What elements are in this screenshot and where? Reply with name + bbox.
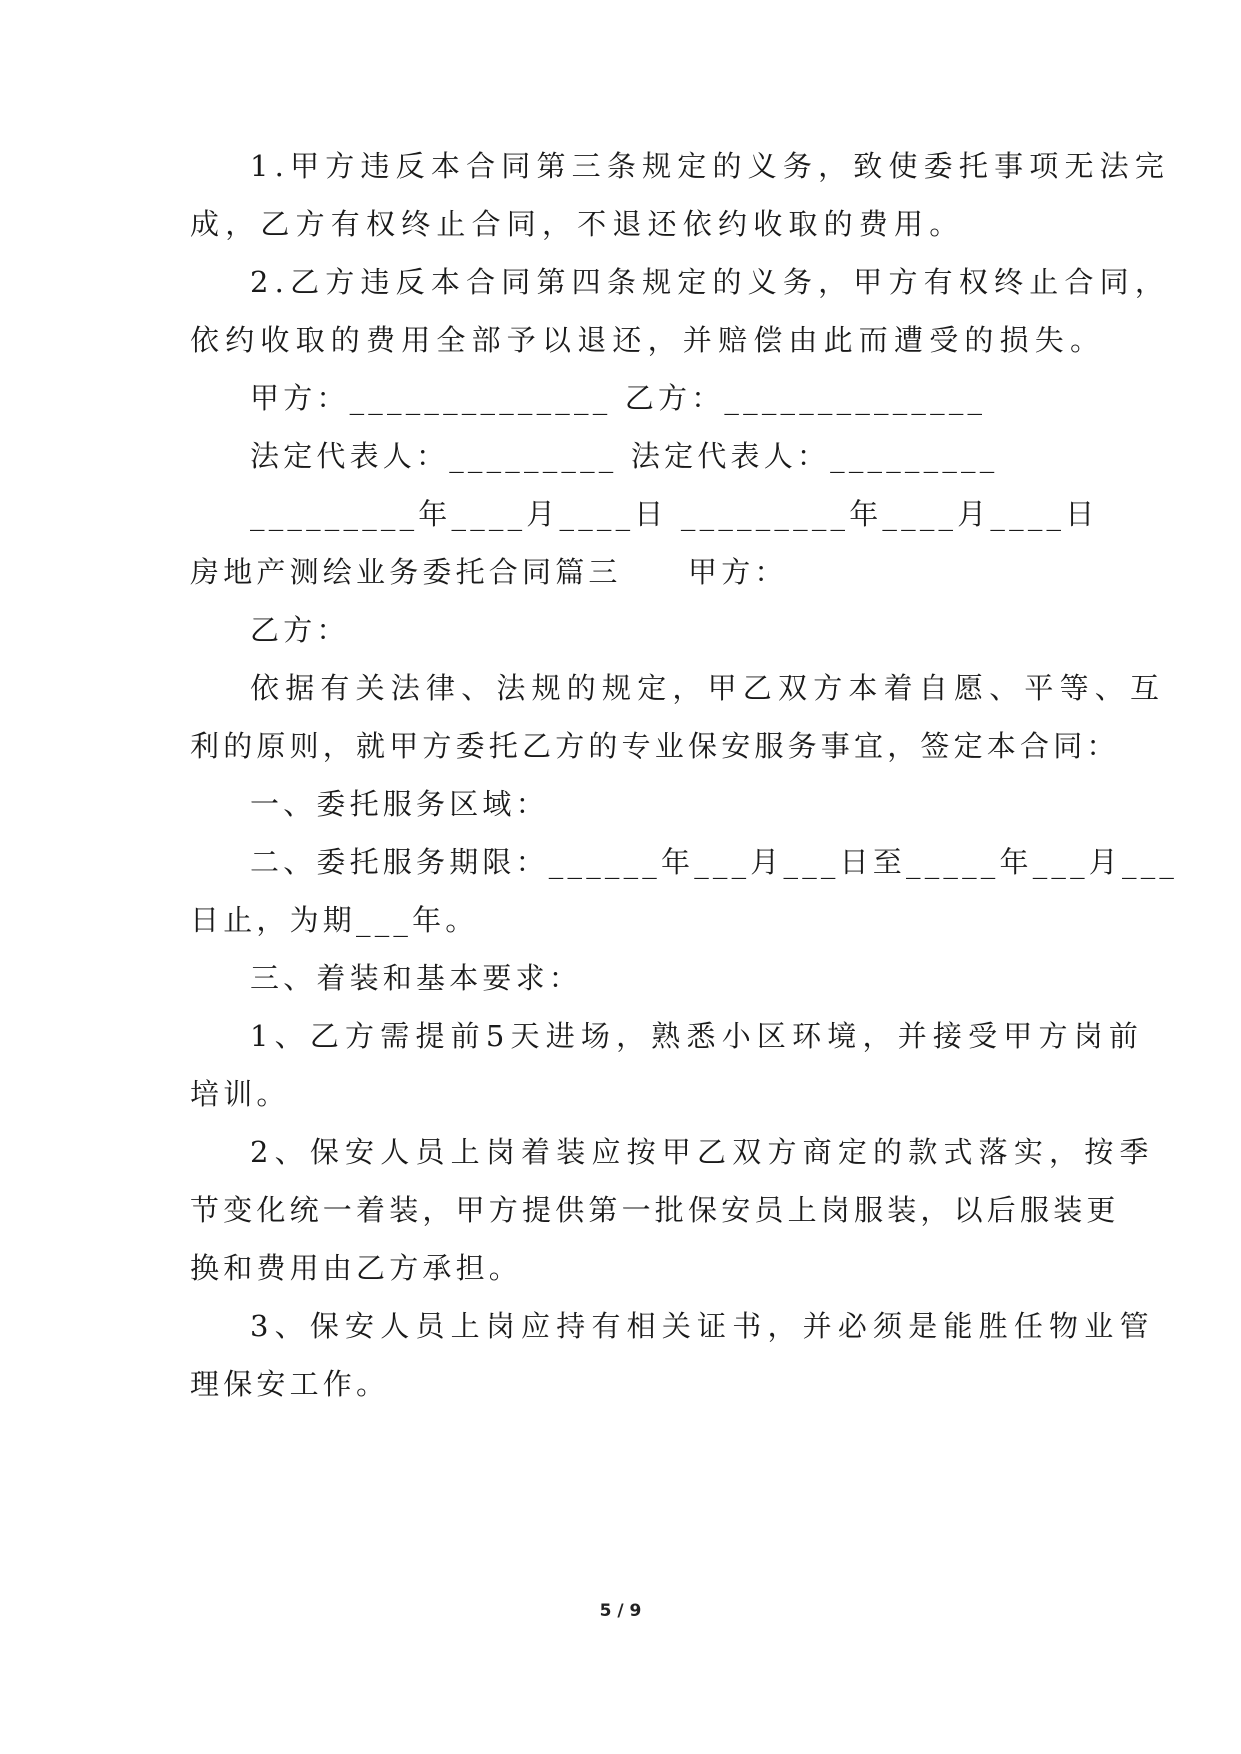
clause-1-line-1: 1.甲方违反本合同第三条规定的义务，致使委托事项无法完 [250,149,1171,183]
item-2-line-3: 换和费用由乙方承担。 [190,1251,523,1285]
party-b-label: 乙方： [250,613,350,647]
article-3-heading: 三、着装和基本要求： [250,961,583,995]
clause-1-line-2: 成，乙方有权终止合同，不退还依约收取的费用。 [190,207,965,241]
item-1-line-2: 培训。 [190,1077,290,1111]
preamble-line-1: 依据有关法律、法规的规定，甲乙双方本着自愿、平等、互 [250,671,1166,705]
signature-party-line: 甲方：______________ 乙方：______________ [250,381,987,415]
clause-2-line-1: 2.乙方违反本合同第四条规定的义务，甲方有权终止合同， [250,265,1171,299]
page-number: 5 / 9 [599,1601,642,1621]
signature-date-line: _________年____月____日 _________年____月____日 [250,497,1099,531]
article-2-line-2: 日止，为期___年。 [190,903,479,937]
section-heading: 房地产测绘业务委托合同篇三 甲方： [190,555,788,589]
clause-2-line-2: 依约收取的费用全部予以退还，并赔偿由此而遭受的损失。 [190,323,1106,357]
item-3-line-2: 理保安工作。 [190,1367,390,1401]
signature-representative-line: 法定代表人：_________ 法定代表人：_________ [250,439,999,473]
preamble-line-2: 利的原则，就甲方委托乙方的专业保安服务事宜，签定本合同： [190,729,1120,763]
article-1-heading: 一、委托服务区域： [250,787,549,821]
item-2-line-1: 2、保安人员上岗着装应按甲乙双方商定的款式落实，按季 [250,1135,1155,1169]
item-1-line-1: 1、乙方需提前5天进场，熟悉小区环境，并接受甲方岗前 [250,1019,1145,1053]
item-2-line-2: 节变化统一着装，甲方提供第一批保安员上岗服装，以后服装更 [190,1193,1120,1227]
article-2-line-1: 二、委托服务期限：______年___月___日至_____年___月___ [250,845,1179,879]
item-3-line-1: 3、保安人员上岗应持有相关证书，并必须是能胜任物业管 [250,1309,1155,1343]
